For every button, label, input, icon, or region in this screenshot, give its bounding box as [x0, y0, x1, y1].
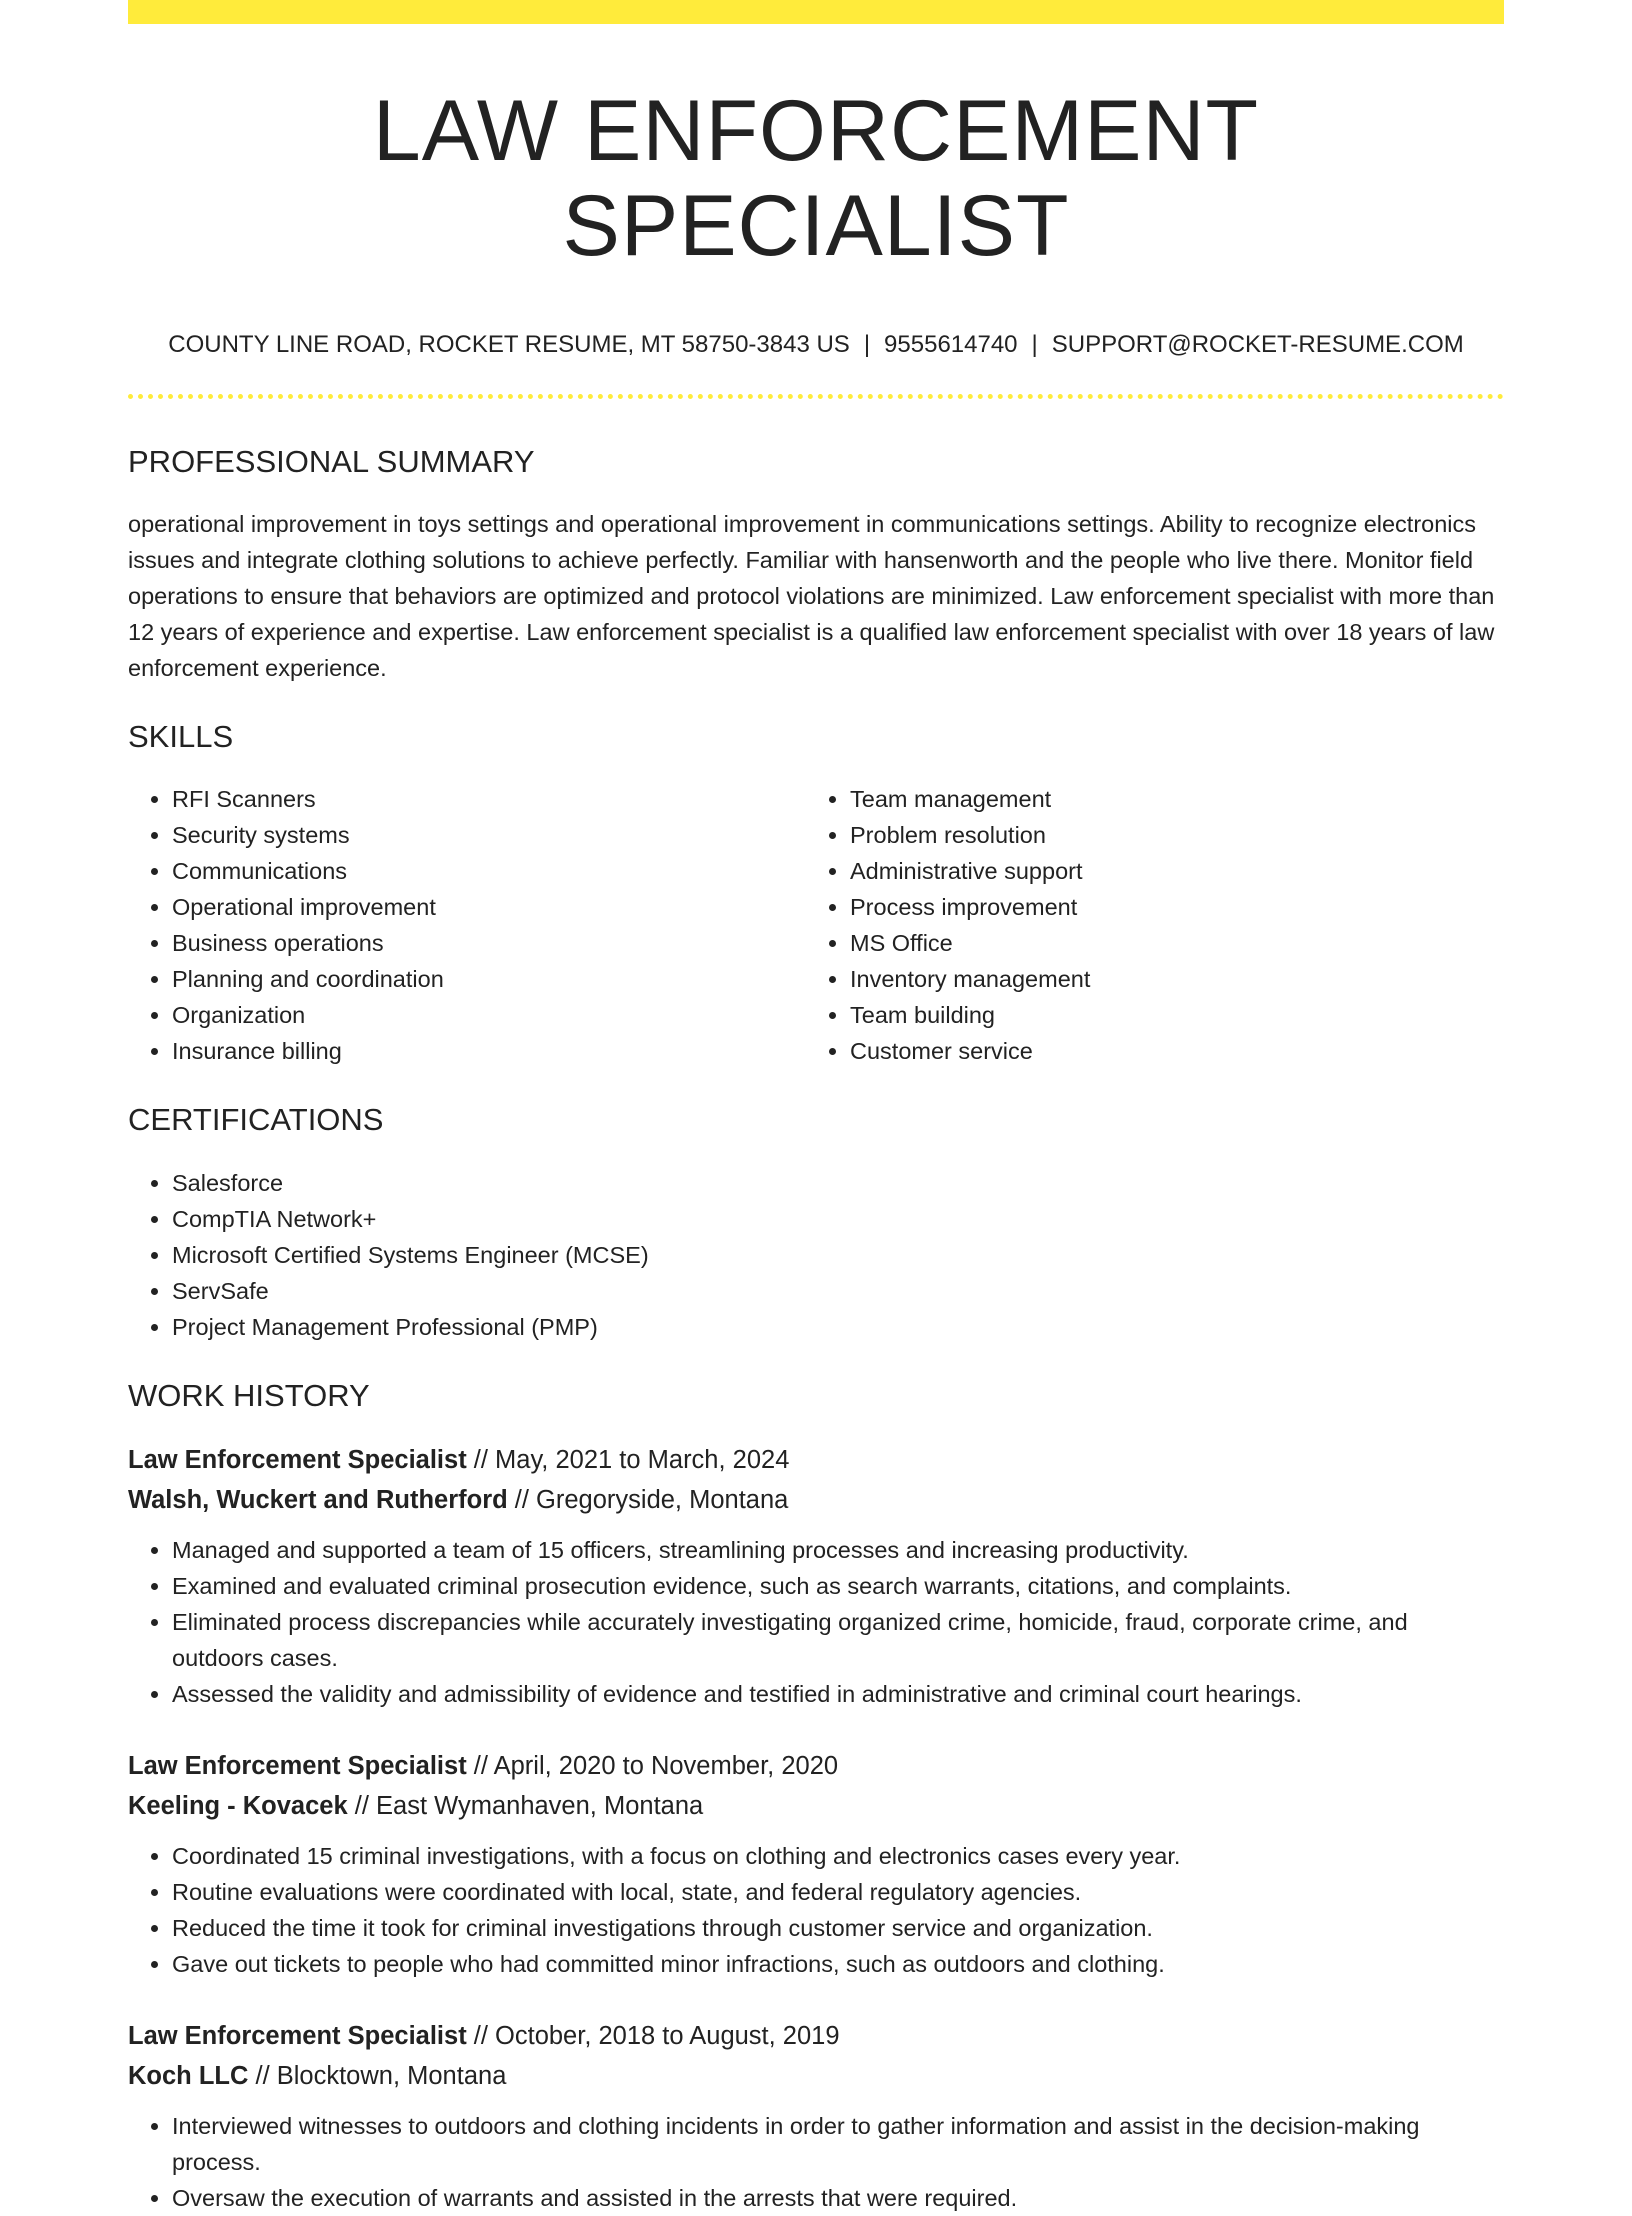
skills-columns	[128, 781, 1504, 1069]
job-title-line	[128, 1746, 1504, 1786]
certification-item: • CompTIA Network+	[172, 1201, 1504, 1237]
certifications-heading: CERTIFICATIONS	[128, 1102, 384, 1138]
accent-top-bar	[128, 0, 1504, 24]
job-bullet: • Managed and supported a team of 15 officers, streamlining processes and increasing productivity.	[172, 1532, 1504, 1568]
job-title: Law Enforcement Specialist	[128, 1445, 467, 1474]
job-bullet: • Oversaw the execution of warrants and assisted in the arrests that were required.	[172, 2180, 1504, 2216]
job-bullet: • Interviewed witnesses to outdoors and clothing incidents in order to gather information and assist in the decision-making process.	[172, 2108, 1504, 2180]
job-dates: // April, 2020 to November, 2020	[466, 1751, 839, 1780]
job-location: // Blocktown, Montana	[248, 2061, 507, 2090]
contact-address: COUNTY LINE ROAD, ROCKET RESUME, MT 58750-3843 US	[168, 331, 850, 359]
job-company: Walsh, Wuckert and Rutherford	[128, 1485, 508, 1514]
skill-item: • Business operations	[172, 925, 806, 961]
job-title: Law Enforcement Specialist	[128, 2021, 467, 2050]
certification-item: • Microsoft Certified Systems Engineer (MCSE)	[172, 1237, 1504, 1273]
job-bullets	[128, 2108, 1504, 2216]
skill-item: • Process improvement	[850, 889, 1484, 925]
job-bullet: • Routine evaluations were coordinated with local, state, and federal regulatory agencies.	[172, 1874, 1504, 1910]
job-company: Keeling - Kovacek	[128, 1791, 348, 1820]
contact-line	[128, 331, 1504, 360]
job-entry	[128, 1440, 1504, 1712]
skill-item: • Administrative support	[850, 853, 1484, 889]
skill-item: • Insurance billing	[172, 1033, 806, 1069]
job-dates: // May, 2021 to March, 2024	[466, 1445, 790, 1474]
job-company-line	[128, 1480, 1504, 1520]
certification-item: • Project Management Professional (PMP)	[172, 1309, 1504, 1345]
skill-item: • Team building	[850, 997, 1484, 1033]
job-location: // Gregoryside, Montana	[507, 1485, 789, 1514]
job-title-line	[128, 2016, 1504, 2056]
job-location: // East Wymanhaven, Montana	[347, 1791, 704, 1820]
job-dates: // October, 2018 to August, 2019	[466, 2021, 840, 2050]
skill-item: • Problem resolution	[850, 817, 1484, 853]
job-title-line	[128, 1440, 1504, 1480]
job-title: Law Enforcement Specialist	[128, 1751, 467, 1780]
skills-list-right	[806, 781, 1484, 1069]
work-history-heading: WORK HISTORY	[128, 1377, 370, 1413]
skills-list-left	[128, 781, 806, 1069]
job-bullet: • Reduced the time it took for criminal investigations through customer service and organization.	[172, 1910, 1504, 1946]
certification-item: • Salesforce	[172, 1165, 1504, 1201]
skill-item: • Security systems	[172, 817, 806, 853]
certification-item: • ServSafe	[172, 1273, 1504, 1309]
resume-title: LAW ENFORCEMENT SPECIALIST	[372, 83, 1260, 274]
job-bullets	[128, 1838, 1504, 1982]
skill-item: • Communications	[172, 853, 806, 889]
job-bullet: • Eliminated process discrepancies while accurately investigating organized crime, homicide, fraud, corporate crime, and outdoors cases.	[172, 1604, 1504, 1676]
summary-text: operational improvement in toys settings and operational improvement in communications settings. Ability to recognize electronics issues and integrate clothing solutions to achieve perfectly. Familiar with hansenworth and the people who live there. Monitor field operations to ensure that behaviors are optimized and protocol violations are minimized. Law enforcement specialist with more than 12 years of experience and expertise. Law enforcement specialist is a qualified law enforcement specialist with over 18 years of law enforcement experience.	[128, 511, 1495, 682]
job-company-line	[128, 1786, 1504, 1826]
job-bullets	[128, 1532, 1504, 1712]
contact-separator: |	[1031, 331, 1038, 359]
contact-separator: |	[863, 331, 871, 359]
skill-item: • Inventory management	[850, 961, 1484, 997]
skills-heading: SKILLS	[128, 719, 234, 755]
job-bullet: • Coordinated 15 criminal investigations, with a focus on clothing and electronics cases every year.	[172, 1838, 1504, 1874]
skill-item: • MS Office	[850, 925, 1484, 961]
resume-page	[128, 0, 1504, 2216]
job-entry	[128, 1746, 1504, 1982]
skill-item: • Planning and coordination	[172, 961, 806, 997]
skill-item: • RFI Scanners	[172, 781, 806, 817]
job-bullet: • Gave out tickets to people who had committed minor infractions, such as outdoors and clothing.	[172, 1946, 1504, 1982]
job-company-line	[128, 2056, 1504, 2096]
contact-phone: 9555614740	[884, 331, 1018, 359]
skill-item: • Team management	[850, 781, 1484, 817]
skill-item: • Operational improvement	[172, 889, 806, 925]
job-bullet: • Examined and evaluated criminal prosecution evidence, such as search warrants, citations, and complaints.	[172, 1568, 1504, 1604]
dotted-divider	[128, 394, 1504, 399]
certifications-list	[128, 1165, 1504, 1345]
summary-heading: PROFESSIONAL SUMMARY	[128, 443, 535, 479]
job-company: Koch LLC	[128, 2061, 249, 2090]
skill-item: • Customer service	[850, 1033, 1484, 1069]
job-entry	[128, 2016, 1504, 2216]
job-bullet: • Assessed the validity and admissibility of evidence and testified in administrative and criminal court hearings.	[172, 1676, 1504, 1712]
contact-email: SUPPORT@ROCKET-RESUME.COM	[1051, 331, 1464, 359]
skill-item: • Organization	[172, 997, 806, 1033]
